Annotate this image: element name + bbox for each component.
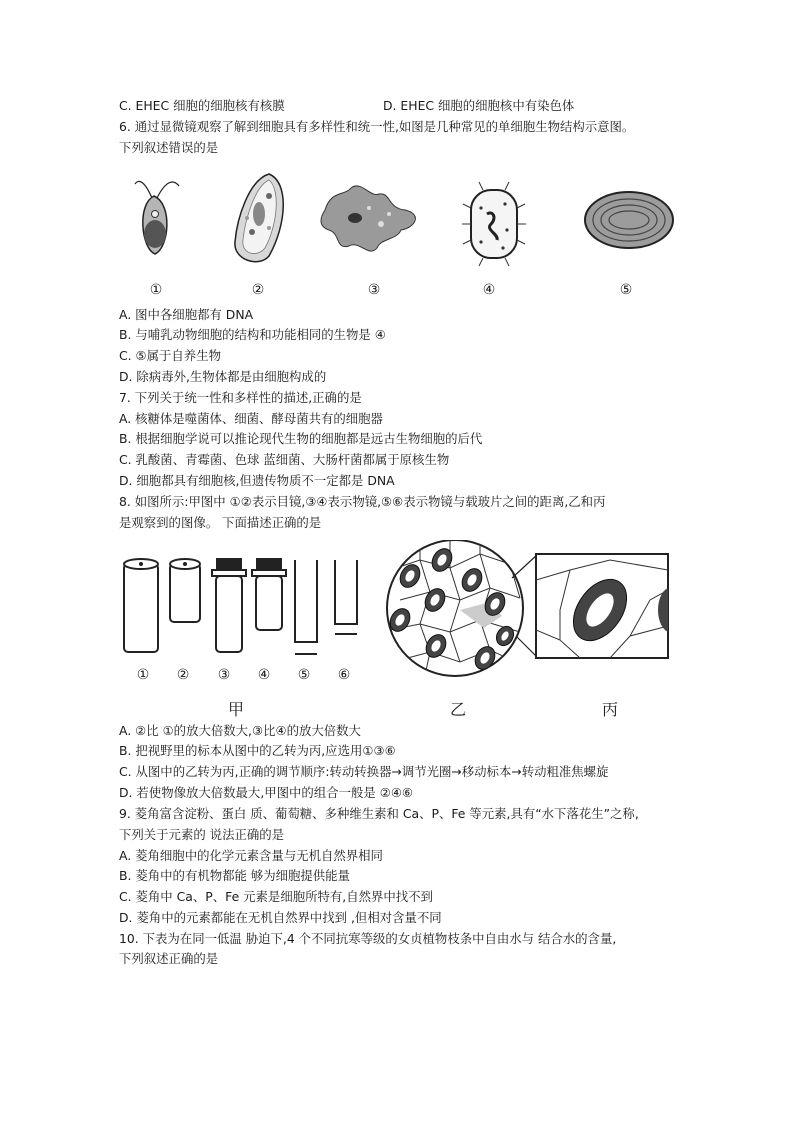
q6-stem-line2: 下列叙述错误的是 xyxy=(119,140,219,155)
q8-panel-jia: 甲 xyxy=(228,700,245,719)
q9-stem-line2: 下列关于元素的 说法正确的是 xyxy=(119,827,285,842)
q8-stem-line1: 8. 如图所示:甲图中 ①②表示目镜,③④表示物镜,⑤⑥表示物镜与载玻片之间的距离,乙和丙 xyxy=(119,494,606,509)
eyepiece-short xyxy=(170,559,200,622)
q8-option-b: B. 把视野里的标本从图中的乙转为丙,应选用①③⑥ xyxy=(119,743,396,758)
q8-label-4: ④ xyxy=(257,667,271,683)
q8-panel-yi: 乙 xyxy=(450,700,467,719)
chlamydomonas-figure xyxy=(135,181,179,254)
q9-option-d: D. 菱角中的元素都能在无机自然界中找到 ,但相对含量不同 xyxy=(119,910,442,925)
objective-short xyxy=(252,558,286,630)
q9-option-b: B. 菱角中的有机物都能 够为细胞提供能量 xyxy=(119,868,350,883)
q6-option-d: D. 除病毒外,生物体都是由细胞构成的 xyxy=(119,369,327,384)
amoeba-figure xyxy=(321,186,415,251)
q6-cell-figures xyxy=(119,168,709,268)
q7-option-c: C. 乳酸菌、青霉菌、色球 蓝细菌、大肠杆菌都属于原核生物 xyxy=(119,452,450,467)
cyanobacterium-figure xyxy=(585,192,673,248)
q8-option-c: C. 从图中的乙转为丙,正确的调节顺序:转动转换器→调节光圈→移动标本→转动粗准焦螺旋 xyxy=(119,764,609,779)
view-yi xyxy=(386,540,523,680)
q6-label-4: ④ xyxy=(482,282,496,298)
q8-label-5: ⑤ xyxy=(297,667,311,683)
q8-label-6: ⑥ xyxy=(337,667,351,683)
q8-option-d: D. 若使物像放大倍数最大,甲图中的组合一般是 ②④⑥ xyxy=(119,785,414,800)
q8-stem-line2: 是观察到的图像。 下面描述正确的是 xyxy=(119,515,322,530)
objective-long xyxy=(212,558,246,652)
q8-option-a: A. ②比 ①的放大倍数大,③比④的放大倍数大 xyxy=(119,723,361,738)
q7-option-d: D. 细胞都具有细胞核,但遗传物质不一定都是 DNA xyxy=(119,473,395,488)
paramecium-figure xyxy=(235,174,283,262)
q8-label-3: ③ xyxy=(217,667,231,683)
q6-option-c: C. ⑤属于自养生物 xyxy=(119,348,221,363)
q9-option-c: C. 菱角中 Ca、P、Fe 元素是细胞所特有,自然界中找不到 xyxy=(119,889,433,904)
q6-label-2: ② xyxy=(251,282,265,298)
q6-option-a: A. 图中各细胞都有 DNA xyxy=(119,307,254,322)
q7-option-a: A. 核糖体是噬菌体、细菌、酵母菌共有的细胞器 xyxy=(119,411,383,426)
q6-option-b: B. 与哺乳动物细胞的结构和功能相同的生物是 ④ xyxy=(119,327,386,342)
bacterium-figure xyxy=(462,182,526,266)
q6-stem-line1: 6. 通过显微镜观察了解到细胞具有多样性和统一性,如图是几种常见的单细胞生物结构示意图。 xyxy=(119,119,635,134)
q5-option-c: C. EHEC 细胞的细胞核有核膜 xyxy=(119,98,285,113)
eyepiece-long xyxy=(124,559,158,652)
q10-stem-line1: 10. 下表为在同一低温 胁迫下,4 个不同抗寒等级的女贞植物枝条中自由水与 结合水的含量, xyxy=(119,931,617,946)
q7-stem: 7. 下列关于统一性和多样性的描述,正确的是 xyxy=(119,390,362,405)
q10-stem-line2: 下列叙述正确的是 xyxy=(119,951,219,966)
q6-label-3: ③ xyxy=(367,282,381,298)
distance-5 xyxy=(295,560,317,654)
view-bing xyxy=(536,554,675,658)
q6-label-1: ① xyxy=(149,282,163,298)
q5-option-d: D. EHEC 细胞的细胞核中有染色体 xyxy=(383,98,575,113)
q7-option-b: B. 根据细胞学说可以推论现代生物的细胞都是远古生物细胞的后代 xyxy=(119,431,483,446)
q8-microscope-views xyxy=(380,540,675,680)
q8-lenses-figure xyxy=(119,552,369,657)
q8-label-2: ② xyxy=(176,667,190,683)
q8-label-1: ① xyxy=(136,667,150,683)
q6-label-5: ⑤ xyxy=(619,282,633,298)
q9-stem-line1: 9. 菱角富含淀粉、蛋白 质、葡萄糖、多种维生素和 Ca、P、Fe 等元素,具有“水下落花生”之称, xyxy=(119,806,639,821)
distance-6 xyxy=(335,560,357,634)
q9-option-a: A. 菱角细胞中的化学元素含量与无机自然界相同 xyxy=(119,848,383,863)
q8-panel-bing: 丙 xyxy=(602,700,619,719)
